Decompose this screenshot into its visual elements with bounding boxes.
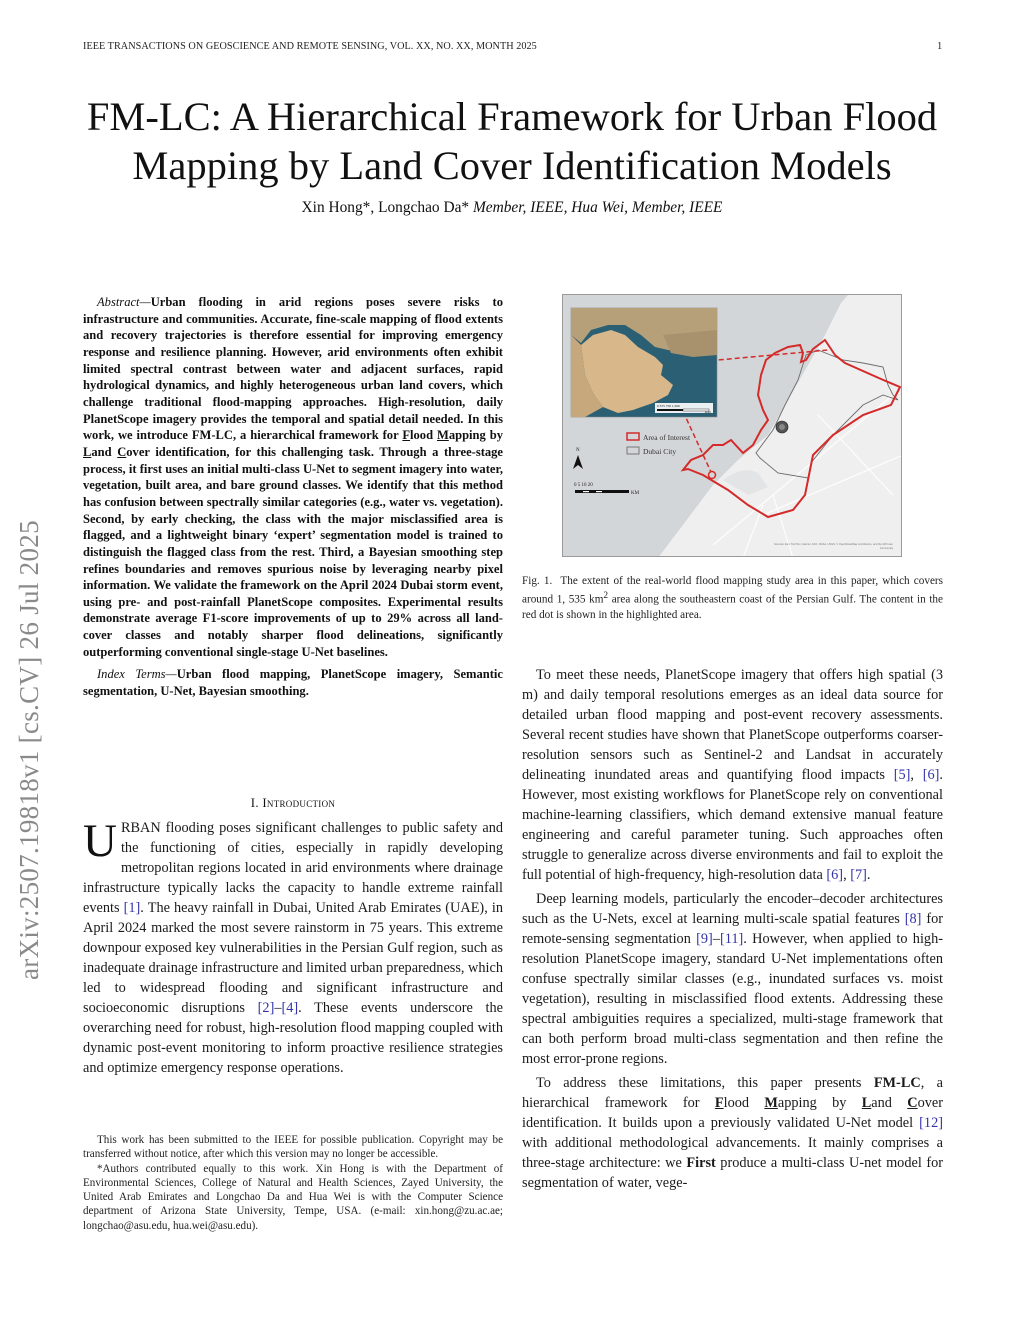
drop-cap: U xyxy=(83,815,117,867)
citation-link[interactable]: [4] xyxy=(281,1000,299,1016)
svg-text:KM: KM xyxy=(705,410,711,414)
title-line-2: Mapping by Land Cover Identification Models xyxy=(132,143,892,188)
svg-text:KM: KM xyxy=(631,491,640,496)
citation-link[interactable]: [6] xyxy=(826,867,844,883)
figure-1-map xyxy=(562,294,902,557)
title-line-1: FM-LC: A Hierarchical Framework for Urban Flood xyxy=(86,94,938,139)
footnote-submission: This work has been submitted to the IEEE for possible publication. Copyright may be transferred without notice, after which this version may no longer be accessible. xyxy=(83,1134,503,1161)
index-terms: Index Terms—Urban flood mapping, PlanetScope imagery, Semantic segmentation, U-Net, Bayesian smoothing. xyxy=(83,667,503,699)
scale-ticks: 0 5 10 20 xyxy=(574,483,593,488)
caption-label: Fig. 1. xyxy=(522,575,553,587)
section-heading-introduction: I. Introduction xyxy=(250,796,336,810)
footnotes xyxy=(83,1133,503,1233)
paper-title xyxy=(60,92,964,190)
abstract xyxy=(83,294,503,700)
citation-link[interactable]: [8] xyxy=(904,911,922,927)
citation-link[interactable]: [7] xyxy=(850,867,867,883)
legend-dubai-city: Dubai City xyxy=(643,447,677,456)
citation-link[interactable]: [12] xyxy=(919,1115,943,1131)
figure-1-caption: Fig. 1. The extent of the real-world flood mapping study area in this paper, which covers around 1, 535 $km^2$ area along the southeastern coast of the Persian Gulf. The content in the red dot is shown in the highlighted area. xyxy=(522,575,943,621)
paragraph-planetscope: To meet these needs, PlanetScope imagery that offers high spatial (3 m) and daily temporal resolutions emerges as an ideal data source for detailed urban flood mapping and post-event recovery assessments. Several recent studies have shown that PlanetScope outperforms coarser-resolution sensors such as Sentinel-2 and Landsat in accurately delineating inundated areas and quantifying flood impacts [5], [6]. However, most existing workflows for PlanetScope rely on conventional machine-learning classifiers, which demand extensive manual feature engineering and careful parameter tuning. Such approaches often struggle to generalize across diverse environments and fail to exploit the full potential of high-frequency, high-resolution data [6], [7]. xyxy=(522,667,943,883)
inset-scale-ticks: 0 375 750 1,500 xyxy=(657,404,680,408)
svg-text:Community: Community xyxy=(879,547,893,550)
paragraph-fmlc: To address these limitations, this paper presents FM-LC, a hierarchical framework for Flood Mapping by Land Cover identification. It builds upon a previously validated U-Net model [12] with additional methodological advancements. It mainly comprises a three-stage architecture: we First produce a multi-class U-net model for segmentation of water, vege- xyxy=(522,1075,944,1191)
index-terms-label: Index Terms— xyxy=(97,667,177,682)
paragraph-deep-learning: Deep learning models, particularly the encoder–decoder architectures such as the U-Nets, excel at learning multi-scale spatial features [8] for remote-sensing segmentation [9]–[11]. However, when applied to high-resolution PlanetScope imagery, standard U-Net implementations often confuse spectrally similar classes (e.g., inundated surfaces vs. moist vegetation), resulting in misclassified flood extents. Addressing these spectral ambiguities requires a specialized, multi-stage framework that can both perform broad multi-class segmentation and then refine the most error-prone regions. xyxy=(522,891,943,1067)
author-affiliations: Member, IEEE, Hua Wei, Member, IEEE xyxy=(472,199,723,216)
north-label: N xyxy=(576,448,580,453)
inset-map-arabian-peninsula xyxy=(571,308,717,417)
intro-paragraph: URBAN flooding poses significant challenges to public safety and the functioning of cities, especially in rapidly developing metropolitan regions located in arid environments where drainage infrastructure typically lacks the capacity to handle extreme rainfall events [1]. The heavy rainfall in Dubai, United Arab Emirates (UAE), in April 2024 marked the most severe rainstorm in 75 years. This extreme downpour exposed key vulnerabilities in the Persian Gulf region, such as inadequate drainage infrastructure and limited urban preparedness, which led to widespread flooding and significant infrastructure and socioeconomic disruptions [2]–[4]. These events underscore the overarching need for robust, high-resolution flood mapping coupled with dynamic post-event monitoring to inform proactive resilience strategies and optimize emergency response operations. xyxy=(83,815,503,1076)
introduction-body-continued xyxy=(522,665,943,1197)
legend-area-of-interest: Area of Interest xyxy=(643,433,691,442)
running-head: IEEE TRANSACTIONS ON GEOSCIENCE AND REMOTE SENSING, VOL. XX, NO. XX, MONTH 2025 xyxy=(83,41,537,52)
arxiv-stamp: arXiv:2507.19818v1 [cs.CV] 26 Jul 2025 xyxy=(14,520,44,980)
author-list xyxy=(60,199,964,217)
citation-link[interactable]: [11] xyxy=(719,931,744,947)
citation-link[interactable]: [6] xyxy=(922,767,940,783)
abstract-label: Abstract— xyxy=(97,295,151,309)
footnote-authors: *Authors contributed equally to this work. Xin Hong is with the Department of Environmental Sciences, College of Natural and Health Sciences, Zayed University, the United Arab Emirates and Longchao Da and Hua Wei is with the Computer Science department of Arizona State University, Tempe, USA. (e-mail: xin.hong@zu.ac.ae; longchao@asu.edu, hua.wei@asu.edu). xyxy=(83,1162,503,1232)
citation-link[interactable]: [1] xyxy=(123,900,141,916)
citation-link[interactable]: [2] xyxy=(257,1000,275,1016)
introduction-body xyxy=(83,815,503,1078)
citation-link[interactable]: [5] xyxy=(893,767,911,783)
page-number: 1 xyxy=(937,41,943,52)
author-names: Xin Hong*, Longchao Da* xyxy=(301,199,470,216)
abstract-paragraph: Abstract—Urban flooding in arid regions poses severe risks to infrastructure and communities. Accurate, fine-scale mapping of flood extents and recovery trajectories is therefore essential for improving emergency response and resilience planning. However, arid environments often exhibit limited spectral contrast between water and adjacent surfaces, rapid hydrological dynamics, and highly heterogeneous urban land covers, which challenge traditional flood-mapping approaches. High-resolution, daily PlanetScope imagery provides the temporal and spatial detail needed. In this work, we introduce FM-LC, a hierarchical framework for Flood Mapping by Land Cover identification, for this challenging task. Through a three-stage process, it first uses an initial multi-class U-Net to segment imagery into water, vegetation, built area, and bare ground classes. We identify that this method has confusion between spectrally similar categories (e.g., water vs. vegetation). Second, by early checking, the class with the major misclassified area is flagged, and a lightweight binary ‘expert’ segmentation model is trained to distinguish the flagged class from the rest. Third, a Bayesian smoothing step refines boundaries and removes spurious noise by leveraging nearby pixel information. We validate the framework on the April 2024 Dubai storm event, using pre- and post-rainfall PlanetScope composites. Experimental results demonstrate average F1-score improvements of up to 29% across all land-cover classes and notably sharper flood delineations, significantly outperforming conventional single-stage U-Net baselines. xyxy=(83,295,503,659)
map-attribution: Sources: Esri, TomTom, Garmin, FAO, NOAA, USGS, © OpenStreetMap contributors, and the GIS User xyxy=(774,543,893,546)
citation-link[interactable]: [9] xyxy=(696,931,713,947)
study-area-map xyxy=(563,295,902,557)
